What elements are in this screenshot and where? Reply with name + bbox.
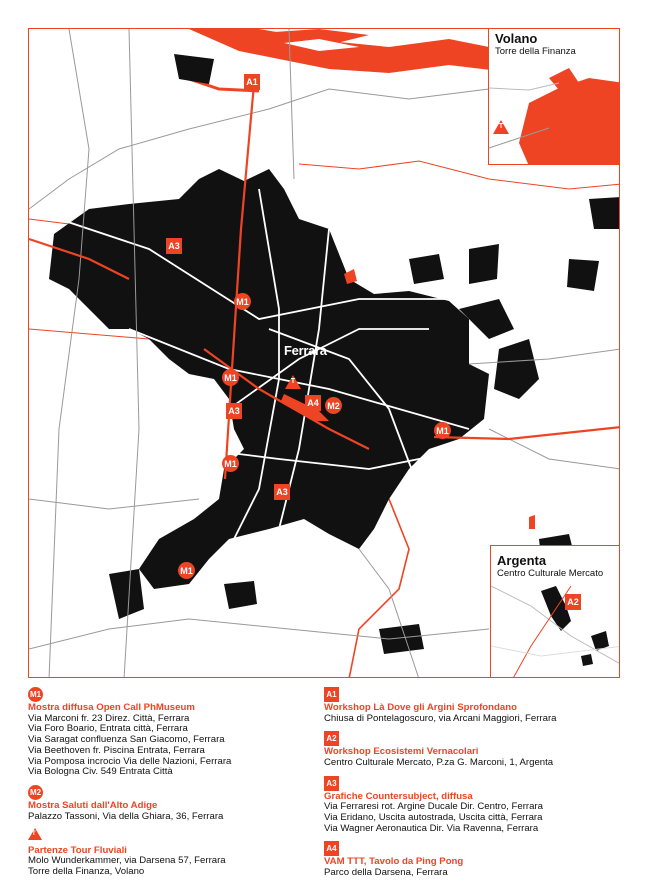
inset-argenta-title: Argenta — [497, 553, 547, 568]
inset-argenta-subtitle: Centro Culturale Mercato — [497, 568, 604, 579]
marker-t-darsena[interactable] — [285, 375, 301, 389]
legend-entry-m2 — [28, 782, 318, 822]
legend-title-a2: Workshop Ecosistemi Vernacolari — [324, 746, 479, 758]
legend-line: Molo Wunderkammer, via Darsena 57, Ferrara — [28, 855, 226, 867]
legend-line: Parco della Darsena, Ferrara — [324, 866, 448, 878]
legend-line: Via Saragat confluenza San Giacomo, Ferrara — [28, 734, 225, 746]
inset-volano-marker[interactable] — [493, 120, 509, 134]
legend-entry-a3 — [324, 773, 624, 835]
legend-line: Palazzo Tassoni, Via della Ghiara, 36, Ferrara — [28, 810, 224, 822]
urban-patch-3 — [494, 339, 539, 399]
legend-badge-a1: A1 — [324, 687, 339, 702]
legend-entry-a4 — [324, 838, 624, 878]
legend — [28, 684, 628, 878]
legend-entry-a2 — [324, 728, 624, 768]
urban-patch-4 — [469, 244, 499, 284]
pond-2 — [529, 515, 535, 529]
marker-m1-station[interactable]: M1 — [222, 369, 239, 386]
marker-t-darsena-label: T — [290, 378, 296, 385]
legend-title-a1: Workshop Là Dove gli Argini Sprofondano — [324, 702, 517, 713]
city-map[interactable] — [28, 28, 620, 678]
marker-a3-north[interactable]: A3 — [166, 238, 182, 254]
marker-a4-darsena[interactable]: A4 — [305, 395, 321, 411]
legend-title-m2: Mostra Saluti dall'Alto Adige — [28, 800, 158, 812]
legend-line: Via Wagner Aeronautica Dir. Via Ravenna, Ferrara — [324, 822, 539, 834]
legend-entry-t — [28, 827, 318, 878]
urban-patch-2 — [224, 581, 257, 609]
legend-badge-m2: M2 — [28, 785, 43, 800]
legend-line: Via Pomposa incrocio Via delle Nazioni, Ferrara — [28, 755, 232, 767]
inset-argenta-marker[interactable]: A2 — [565, 594, 581, 610]
legend-title-a4: VAM TTT, Tavolo da Ping Pong — [324, 856, 464, 868]
marker-m1-south[interactable]: M1 — [178, 562, 195, 579]
marker-a3-south[interactable]: A3 — [274, 484, 290, 500]
urban-patch-8 — [567, 259, 599, 291]
legend-line: Chiusa di Pontelagoscuro, via Arcani Maggiori, Ferrara — [324, 712, 557, 724]
legend-badge-a4: A4 — [324, 841, 339, 856]
legend-badge-t-label: T — [32, 830, 36, 837]
legend-entry-a1 — [324, 684, 624, 724]
urban-patch-6 — [589, 197, 620, 229]
city-label-ferrara: Ferrara — [284, 343, 327, 358]
marker-m1-north[interactable]: M1 — [234, 293, 251, 310]
legend-title-m1: Mostra diffusa Open Call PhMuseum — [28, 702, 195, 713]
legend-line: Via Beethoven fr. Piscina Entrata, Ferrara — [28, 744, 205, 756]
legend-badge-m1: M1 — [28, 687, 43, 702]
legend-badge-a3: A3 — [324, 776, 339, 791]
legend-line: Via Ferraresi rot. Argine Ducale Dir. Centro, Ferrara — [324, 801, 543, 813]
marker-m1-east[interactable]: M1 — [434, 422, 451, 439]
inset-volano[interactable] — [488, 28, 620, 165]
inset-volano-marker-label: T — [498, 123, 504, 130]
urban-patch-7 — [409, 254, 444, 284]
marker-a1-top[interactable]: A1 — [244, 74, 260, 90]
legend-line: Via Foro Boario, Entrata città, Ferrara — [28, 723, 188, 735]
legend-line: Via Eridano, Uscita autostrada, Uscita città, Ferrara — [324, 811, 543, 823]
legend-right-column — [324, 684, 624, 883]
legend-badge-t — [28, 828, 42, 840]
legend-left-column — [28, 684, 318, 882]
inset-volano-title: Volano — [495, 31, 538, 46]
marker-m2-tassoni[interactable]: M2 — [325, 397, 342, 414]
legend-title-a3: Grafiche Countersubject, diffusa — [324, 790, 473, 802]
marker-m1-southwest[interactable]: M1 — [222, 455, 239, 472]
legend-badge-a2: A2 — [324, 731, 339, 746]
legend-line: Centro Culturale Mercato, P.za G. Marconi, 1, Argenta — [324, 756, 554, 768]
urban-patch-1 — [109, 569, 144, 619]
marker-a3-west[interactable]: A3 — [226, 403, 242, 419]
inset-argenta[interactable] — [490, 545, 620, 678]
legend-line: Via Marconi fr. 23 Direz. Città, Ferrara — [28, 712, 190, 724]
legend-line: Torre della Finanza, Volano — [28, 865, 145, 877]
inset-volano-subtitle: Torre della Finanza — [495, 46, 576, 57]
legend-line: Via Bologna Civ. 549 Entrata Città — [28, 766, 173, 778]
legend-title-t: Partenze Tour Fluviali — [28, 844, 127, 856]
ferrara-urban-area — [49, 169, 489, 589]
urban-patch-11 — [174, 54, 214, 84]
canal-east — [299, 161, 620, 189]
legend-entry-m1 — [28, 684, 318, 778]
